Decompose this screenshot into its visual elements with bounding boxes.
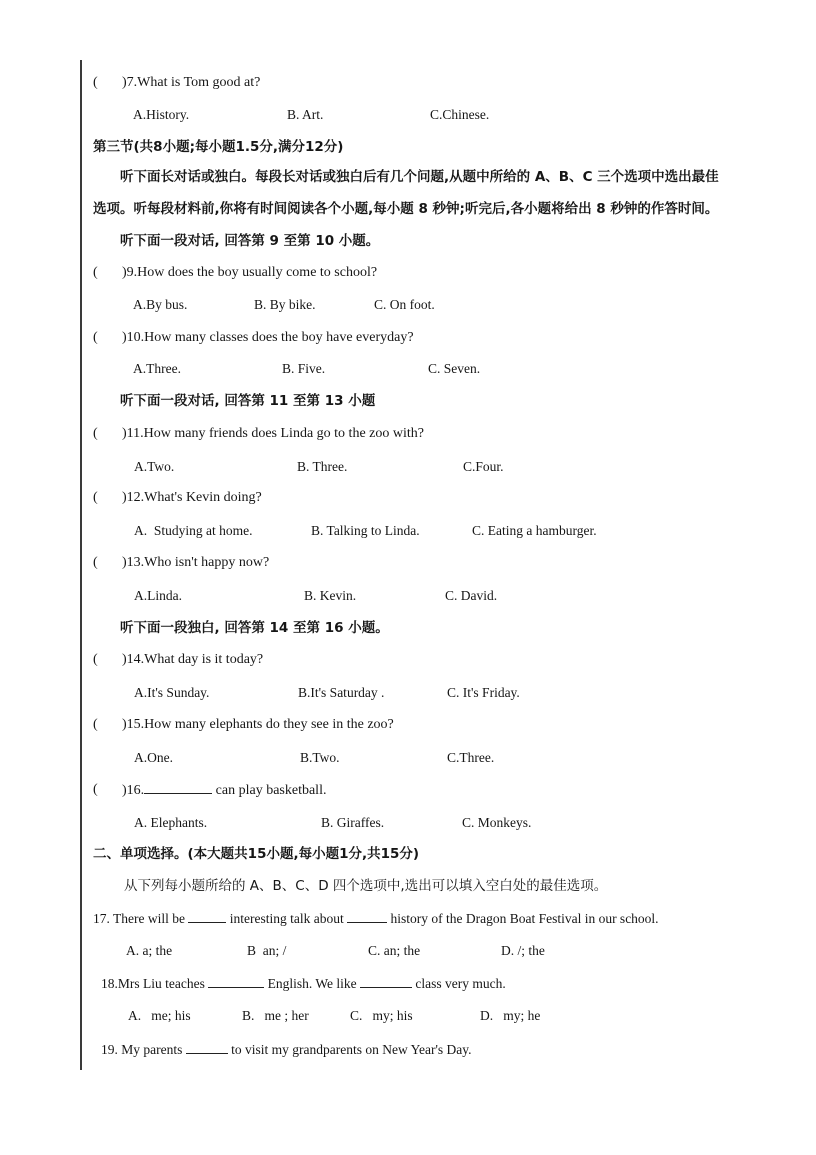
answer-blank[interactable] bbox=[208, 975, 264, 988]
q17-text-3: history of the Dragon Boat Festival in our school. bbox=[387, 911, 659, 926]
q16-option-c: C. Monkeys. bbox=[462, 815, 532, 830]
answer-paren: ( bbox=[93, 330, 98, 345]
q14-option-c: C. It's Friday. bbox=[447, 685, 520, 700]
q12-option-c: C. Eating a hamburger. bbox=[472, 523, 597, 538]
q9-option-b: B. By bike. bbox=[254, 297, 316, 312]
q17-option-c: C. an; the bbox=[368, 943, 421, 958]
q7-option-c: C.Chinese. bbox=[430, 107, 490, 122]
answer-blank[interactable] bbox=[188, 910, 226, 923]
q16-option-a: A. Elephants. bbox=[134, 815, 208, 830]
q12-option-b: B. Talking to Linda. bbox=[311, 523, 420, 538]
answer-blank[interactable] bbox=[347, 910, 387, 923]
question-11-stem: )11.How many friends does Linda go to the zoo with? bbox=[122, 426, 424, 441]
answer-paren: ( bbox=[93, 555, 98, 570]
question-16-stem bbox=[122, 781, 326, 800]
q12-option-a: A. Studying at home. bbox=[134, 523, 253, 538]
section-3-instruction-1: 听下面长对话或独白。每段长对话或独白后有几个问题,从题中所给的 A、B、C 三个选项中选出最佳 bbox=[120, 169, 719, 185]
q19-text-2: to visit my grandparents on New Year's Day. bbox=[227, 1042, 472, 1057]
answer-paren: ( bbox=[93, 490, 98, 505]
question-13-stem: )13.Who isn't happy now? bbox=[122, 555, 270, 570]
q18-option-b: B. me ; her bbox=[242, 1008, 309, 1023]
section-3-instruction-2: 选项。听每段材料前,你将有时间阅读各个小题,每小题 8 秒钟;听完后,各小题将给出 8 秒钟的作答时间。 bbox=[93, 201, 719, 217]
monologue-instruction: 听下面一段独白, 回答第 14 至第 16 小题。 bbox=[120, 620, 389, 636]
section-3-title: 第三节(共8小题;每小题1.5分,满分12分) bbox=[93, 139, 344, 155]
q11-option-c: C.Four. bbox=[463, 459, 504, 474]
q16-stem-text: can play basketball. bbox=[212, 783, 327, 798]
q17-option-d: D. /; the bbox=[501, 943, 545, 958]
question-10-stem: )10.How many classes does the boy have everyday? bbox=[122, 330, 414, 345]
question-15-stem: )15.How many elephants do they see in the zoo? bbox=[122, 717, 394, 732]
question-17 bbox=[93, 910, 659, 928]
q18-option-c: C. my; his bbox=[350, 1008, 413, 1023]
q17-text-2: interesting talk about bbox=[226, 911, 348, 926]
question-12-stem: )12.What's Kevin doing? bbox=[122, 490, 262, 505]
q13-option-b: B. Kevin. bbox=[304, 588, 357, 603]
binding-margin-line bbox=[80, 60, 82, 1070]
q15-option-c: C.Three. bbox=[447, 750, 495, 765]
answer-blank[interactable] bbox=[360, 975, 412, 988]
q11-option-a: A.Two. bbox=[134, 459, 175, 474]
q9-option-c: C. On foot. bbox=[374, 297, 435, 312]
q17-option-b: B an; / bbox=[247, 943, 287, 958]
question-14-stem: )14.What day is it today? bbox=[122, 652, 264, 667]
q10-option-a: A.Three. bbox=[133, 361, 181, 376]
q18-text-2: English. We like bbox=[264, 976, 361, 991]
q15-option-a: A.One. bbox=[134, 750, 173, 765]
q10-option-b: B. Five. bbox=[282, 361, 326, 376]
part-2-title: 二、单项选择。(本大题共15小题,每小题1分,共15分) bbox=[93, 846, 420, 862]
answer-paren: ( bbox=[93, 75, 98, 90]
q18-text-3: class very much. bbox=[412, 976, 506, 991]
q15-option-b: B.Two. bbox=[300, 750, 340, 765]
q7-option-b: B. Art. bbox=[287, 107, 324, 122]
answer-blank[interactable] bbox=[144, 781, 212, 794]
answer-paren: ( bbox=[93, 426, 98, 441]
q18-option-d: D. my; he bbox=[480, 1008, 541, 1023]
dialog-1-instruction: 听下面一段对话, 回答第 9 至第 10 小题。 bbox=[120, 233, 380, 249]
part-2-instruction: 从下列每小题所给的 A、B、C、D 四个选项中,选出可以填入空白处的最佳选项。 bbox=[124, 878, 608, 894]
question-7-stem: )7.What is Tom good at? bbox=[122, 75, 261, 90]
q17-option-a: A. a; the bbox=[126, 943, 173, 958]
q16-number: )16. bbox=[122, 783, 145, 798]
answer-paren: ( bbox=[93, 652, 98, 667]
q14-option-a: A.It's Sunday. bbox=[134, 685, 210, 700]
q18-option-a: A. me; his bbox=[128, 1008, 191, 1023]
q11-option-b: B. Three. bbox=[297, 459, 348, 474]
q16-option-b: B. Giraffes. bbox=[321, 815, 385, 830]
q10-option-c: C. Seven. bbox=[428, 361, 481, 376]
answer-paren: ( bbox=[93, 782, 98, 797]
q14-option-b: B.It's Saturday . bbox=[298, 685, 385, 700]
answer-blank[interactable] bbox=[186, 1041, 228, 1054]
question-18 bbox=[101, 975, 506, 993]
q13-option-c: C. David. bbox=[445, 588, 498, 603]
answer-paren: ( bbox=[93, 717, 98, 732]
question-9-stem: )9.How does the boy usually come to school? bbox=[122, 265, 378, 280]
q9-option-a: A.By bus. bbox=[133, 297, 188, 312]
q13-option-a: A.Linda. bbox=[134, 588, 182, 603]
answer-paren: ( bbox=[93, 265, 98, 280]
q7-option-a: A.History. bbox=[133, 107, 190, 122]
q19-text-1: 19. My parents bbox=[101, 1042, 186, 1057]
question-19 bbox=[101, 1041, 472, 1059]
q17-text-1: 17. There will be bbox=[93, 911, 189, 926]
q18-text-1: 18.Mrs Liu teaches bbox=[101, 976, 209, 991]
dialog-2-instruction: 听下面一段对话, 回答第 11 至第 13 小题 bbox=[120, 393, 376, 409]
